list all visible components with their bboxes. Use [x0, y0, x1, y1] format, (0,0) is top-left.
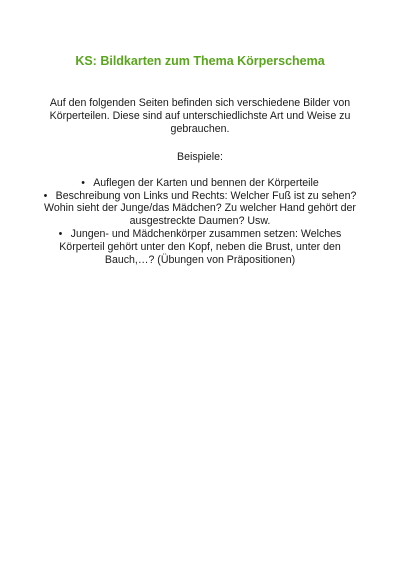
bullet-icon: • [81, 176, 85, 189]
examples-list [40, 177, 360, 267]
list-item-text: Auflegen der Karten und bennen der Körperteile [93, 176, 319, 189]
list-item [40, 228, 360, 267]
list-item-text: Beschreibung von Links und Rechts: Welcher Fuß ist zu sehen? Wohin sieht der Junge/das Mädchen? Zu welcher Hand gehört der ausgestreckte Daumen? Usw. [44, 189, 357, 228]
list-item [40, 190, 360, 229]
list-item-text: Jungen- und Mädchenkörper zusammen setzen: Welches Körperteil gehört unter den Kopf, neben die Brust, unter den Bauch,…? (Übungen von Präpositionen) [59, 228, 342, 267]
intro-paragraph: Auf den folgenden Seiten befinden sich verschiedene Bilder von Körperteilen. Diese sind auf unterschiedlichste Art und Weise zu gebrauchen. [49, 97, 351, 135]
examples-heading: Beispiele: [177, 150, 223, 163]
list-item [40, 177, 360, 190]
bullet-icon: • [43, 189, 48, 202]
document-body [40, 97, 360, 267]
document-title: KS: Bildkarten zum Thema Körperschema [75, 54, 325, 68]
bullet-icon: • [58, 228, 63, 241]
